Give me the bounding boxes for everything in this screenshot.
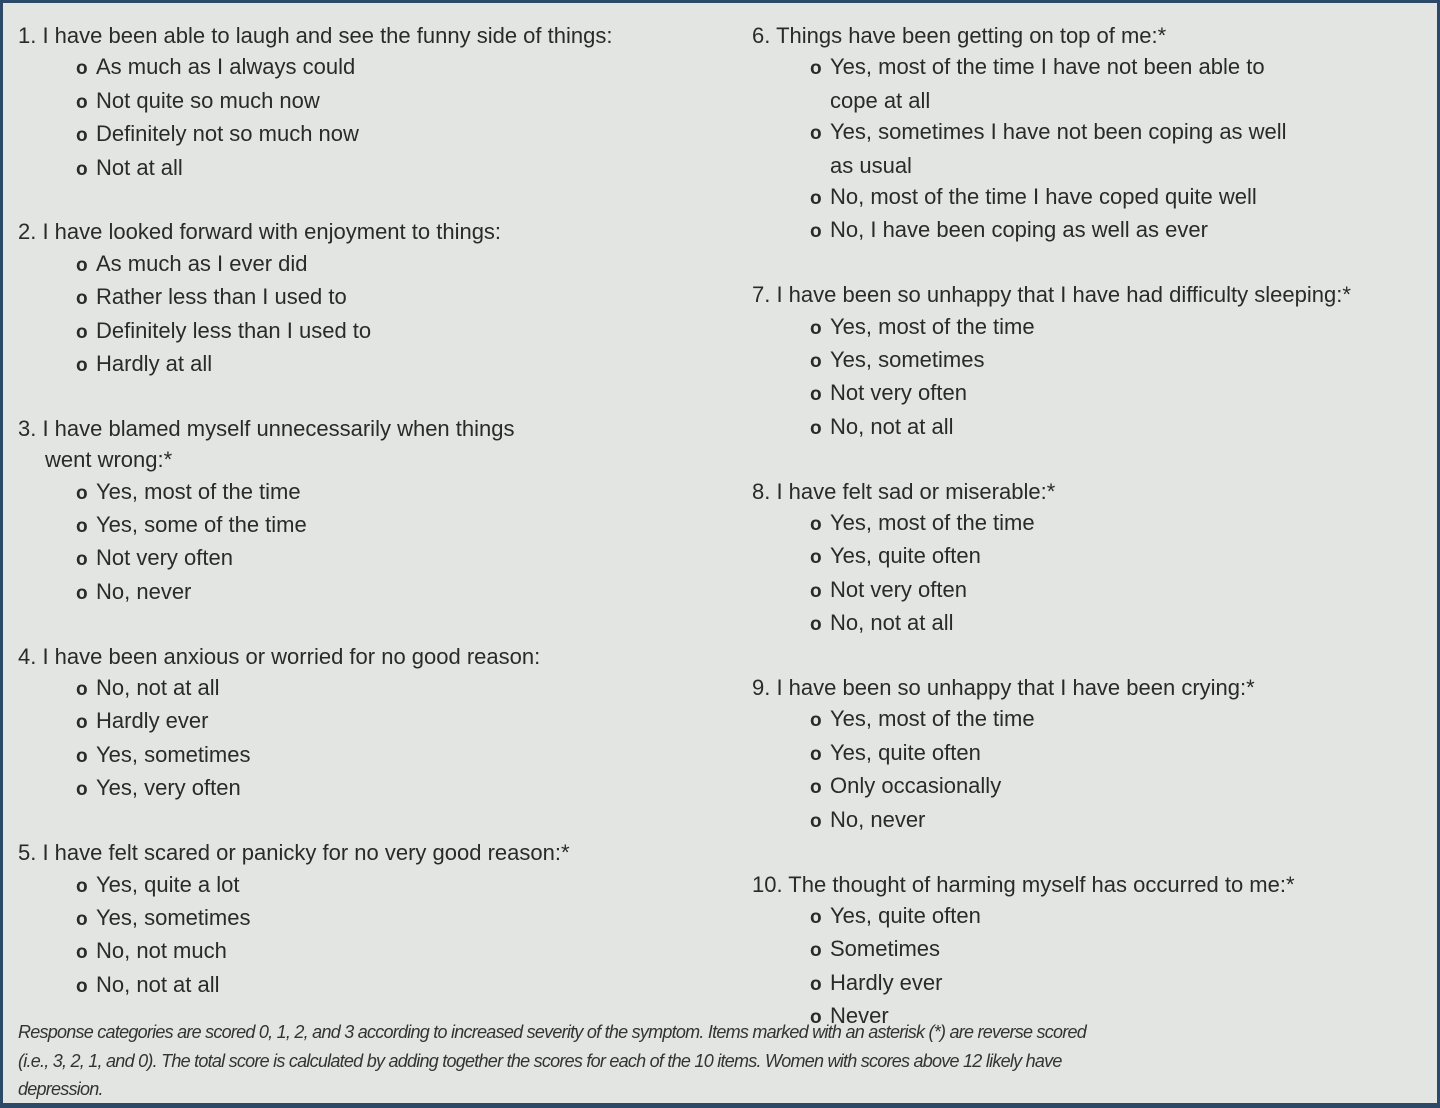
answer-option[interactable]: o No, not at all [18,672,718,705]
questionnaire-panel [3,3,1437,1103]
answer-option[interactable]: o No, most of the time I have coped quite well [752,181,1440,214]
answer-option[interactable]: o Hardly ever [18,705,718,738]
answer-option[interactable]: o Yes, sometimes I have not been coping as well as usual [752,116,1440,181]
answer-option[interactable]: o As much as I always could [18,51,718,84]
answer-option[interactable]: o As much as I ever did [18,248,718,281]
answer-option[interactable]: o No, never [18,576,718,609]
answer-option[interactable]: o No, not at all [752,607,1440,640]
answer-option[interactable]: o Not very often [752,574,1440,607]
answer-option[interactable]: o Yes, sometimes [752,344,1440,377]
answer-option[interactable]: o Definitely less than I used to [18,315,718,348]
answer-option[interactable]: o Yes, quite often [752,540,1440,573]
answer-option[interactable]: o Yes, quite a lot [18,869,718,902]
answer-option[interactable]: o Yes, most of the time [752,507,1440,540]
answer-option[interactable]: o Yes, quite often [752,900,1440,933]
question-text: 5. I have felt scared or panicky for no very good reason:* [18,840,570,866]
answer-option[interactable]: o Yes, some of the time [18,509,718,542]
answer-option[interactable]: o Yes, sometimes [18,902,718,935]
answer-option[interactable]: o No, I have been coping as well as ever [752,214,1440,247]
answer-option[interactable]: o Yes, quite often [752,737,1440,770]
questions-left-column [18,20,718,1034]
answer-option[interactable]: o Yes, most of the time [752,703,1440,736]
question-text: 4. I have been anxious or worried for no good reason: [18,643,541,669]
answer-option[interactable]: o Only occasionally [752,770,1440,803]
question-text: 10. The thought of harming myself has occurred to me:* [752,871,1295,897]
answer-option[interactable]: o Not very often [752,377,1440,410]
answer-option[interactable]: o No, not much [18,935,718,968]
answer-option[interactable]: o Never [752,1000,1440,1033]
question-block [18,837,718,1002]
question-block [18,641,718,806]
question-block [18,216,718,381]
question-text: 3. I have blamed myself unnecessarily when things went wrong:* [18,415,515,473]
question-block [752,279,1440,444]
question-text: 6. Things have been getting on top of me:* [752,23,1167,48]
question-text: 1. I have been able to laugh and see the funny side of things: [18,23,613,48]
answer-option[interactable]: o Rather less than I used to [18,281,718,314]
question-block [752,20,1440,248]
answer-option[interactable]: o Yes, most of the time [18,476,718,509]
question-block [752,869,1440,1034]
answer-option[interactable]: o No, never [752,804,1440,837]
answer-option[interactable]: o Not quite so much now [18,85,718,118]
answer-option[interactable]: o Yes, most of the time [752,311,1440,344]
question-text: 8. I have felt sad or miserable:* [752,478,1056,504]
question-text: 7. I have been so unhappy that I have had difficulty sleeping:* [752,282,1351,308]
answer-option[interactable]: o Sometimes [752,933,1440,966]
answer-option[interactable]: o Not very often [18,542,718,575]
question-block [752,672,1440,837]
question-text: 9. I have been so unhappy that I have been crying:* [752,675,1255,701]
answer-option[interactable]: o Yes, sometimes [18,739,718,772]
answer-option[interactable]: o Yes, most of the time I have not been able to cope at all [752,51,1440,116]
answer-option[interactable]: o Definitely not so much now [18,118,718,151]
answer-option[interactable]: o No, not at all [18,969,718,1002]
questions-right-column [752,20,1440,1065]
scoring-footnote: Response categories are scored 0, 1, 2, and 3 according to increased severity of the symptom. Items marked with an asterisk (*) are reverse scored (i.e., 3, 2, 1, and 0). The total score is calculated by adding together the scores for each of the 10 items. Women with scores above 12 likely have depression. [18,1022,1087,1099]
answer-option[interactable]: o Not at all [18,152,718,185]
answer-option[interactable]: o Hardly ever [752,967,1440,1000]
answer-option[interactable]: o Yes, very often [18,772,718,805]
question-block [18,413,718,609]
question-text: 2. I have looked forward with enjoyment to things: [18,219,502,245]
answer-option[interactable]: o No, not at all [752,411,1440,444]
answer-option[interactable]: o Hardly at all [18,348,718,381]
question-block [18,20,718,185]
question-block [752,476,1440,641]
